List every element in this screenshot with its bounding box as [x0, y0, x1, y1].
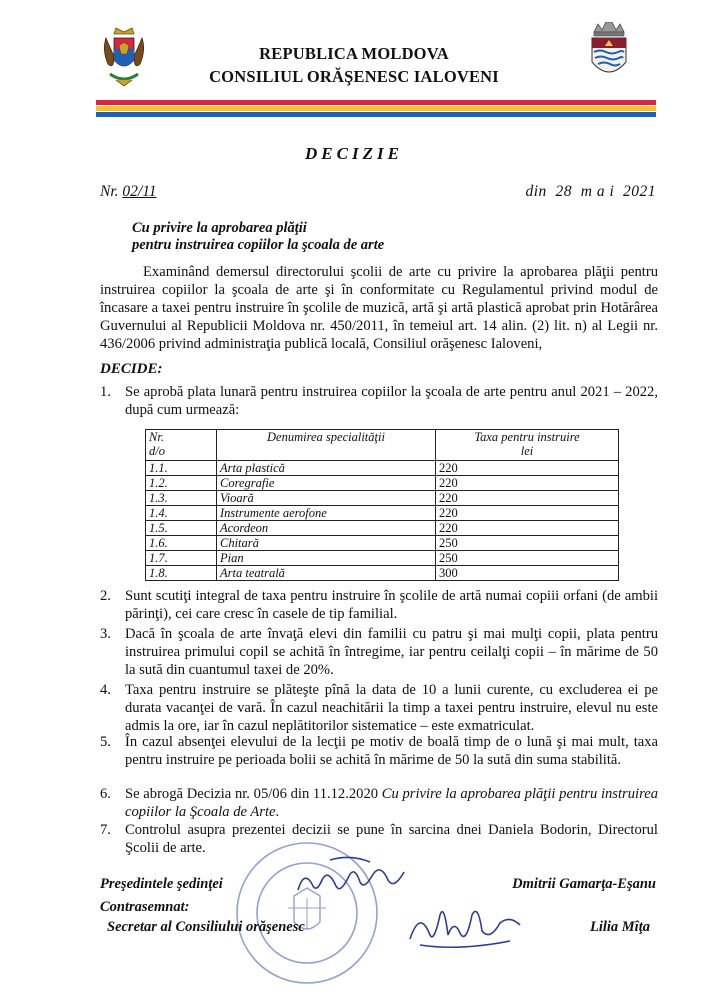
subject-line-1: Cu privire la aprobarea plăţii [132, 220, 307, 236]
chair-name: Dmitrii Gamarţa-Eşanu [512, 876, 656, 892]
row-specialty: Pian [217, 551, 436, 566]
table-row [146, 521, 619, 536]
table-row [146, 551, 619, 566]
item-text: Se aprobă plata lunară pentru instruirea copiilor la şcoala de arte pentru anul 2021 – 2022, după cum urmează: [125, 384, 658, 418]
decision-item-3 [100, 625, 658, 679]
header-nr-line1: Nr. [149, 430, 164, 444]
row-nr: 1.7. [146, 551, 217, 566]
nr-value: 02/11 [122, 183, 157, 200]
row-tax: 220 [436, 461, 619, 476]
tricolor-stripes [96, 100, 656, 116]
item-text: Controlul asupra prezentei decizii se pune în sarcina dnei Daniela Bodorin, Directorul Şcolii de arte. [125, 822, 658, 856]
item-text-plain: Se abrogă Decizia nr. 05/06 din 11.12.2020 [125, 786, 382, 802]
stripe-blue [96, 112, 656, 117]
item-number: 7. [100, 822, 111, 838]
fee-table [145, 429, 619, 581]
decision-item-1 [100, 383, 658, 419]
header-tax [436, 430, 619, 461]
item-number: 1. [100, 384, 111, 400]
fee-table-header [146, 430, 619, 461]
decision-item-2 [100, 587, 658, 623]
secretary-name: Lilia Mîţa [589, 919, 650, 935]
subject-line-2: pentru instruirea copiilor la şcoala de arte [132, 237, 385, 253]
item-text-end: . [275, 804, 280, 820]
header-tax-line2: lei [520, 444, 534, 458]
row-tax: 250 [436, 536, 619, 551]
row-tax: 220 [436, 476, 619, 491]
row-tax: 220 [436, 521, 619, 536]
secretary-handwritten-signature [400, 895, 530, 955]
row-specialty: Acordeon [217, 521, 436, 536]
subject [132, 220, 384, 254]
header-specialty: Denumirea specialităţii [217, 430, 436, 461]
item-text: În cazul absenţei elevului de la lecţii pe motiv de boală timp de o lună şi mai mult, taxa pentru instruire pe perioada bolii se achită în mărime de 50 la sută din suma stabilită. [125, 734, 658, 768]
item-number: 6. [100, 786, 111, 802]
table-row [146, 566, 619, 581]
table-row [146, 491, 619, 506]
row-specialty: Coregrafie [217, 476, 436, 491]
table-row [146, 461, 619, 476]
item-number: 4. [100, 682, 111, 698]
header-nr [146, 430, 217, 461]
row-nr: 1.6. [146, 536, 217, 551]
preamble-paragraph: Examinând demersul directorului şcolii de arte cu privire la aprobarea plăţii pentru instruirea copiilor la şcoala de arte şi în conformitate cu Regulamentul privind modul de încasare a taxei pentru instruire în şcolile de muzică, artă şi artă plastică aprobat prin Hotărârea Guvernului al Republicii Moldova nr. 450/2011, în temeiul art. 14 alin. (2) lit. n) al Legii nr. 436/2006 privind administraţia publică locală, Consiliul orăşenesc Ialoveni, [100, 264, 658, 352]
header-nr-line2: d/o [149, 444, 165, 458]
table-row [146, 476, 619, 491]
countersigned-label: Contrasemnat: [100, 899, 190, 915]
header-country: REPUBLICA MOLDOVA [259, 44, 449, 63]
item-text-italic: Cu privire la aprobarea plăţii pentru instruirea copiilor la Şcoala de Arte [125, 786, 658, 820]
item-text: Dacă în şcoala de arte învaţă elevi din familii cu patru şi mai mulţi copii, plata pentru instruirea primului copil se achită în întregime, iar pentru ceilalţi copii – în mărime de 50 la sută din cuantumul taxei de 20%. [125, 626, 658, 678]
secretary-label: Secretar al Consiliului orăşenesc [107, 919, 305, 935]
table-row [146, 536, 619, 551]
header-council: CONSILIUL ORĂŞENESC IALOVENI [209, 67, 499, 86]
row-specialty: Vioară [217, 491, 436, 506]
row-specialty: Instrumente aerofone [217, 506, 436, 521]
header-tax-line1: Taxa pentru instruire [474, 430, 580, 444]
row-tax: 220 [436, 491, 619, 506]
stripe-red [96, 100, 656, 105]
decision-number [100, 183, 157, 201]
decide-label: DECIDE: [100, 361, 163, 377]
table-row [146, 506, 619, 521]
row-nr: 1.1. [146, 461, 217, 476]
row-specialty: Arta plastică [217, 461, 436, 476]
row-nr: 1.2. [146, 476, 217, 491]
row-tax: 250 [436, 551, 619, 566]
row-nr: 1.8. [146, 566, 217, 581]
stripe-yellow [96, 106, 656, 111]
decision-item-4 [100, 681, 658, 735]
row-nr: 1.5. [146, 521, 217, 536]
row-specialty: Chitară [217, 536, 436, 551]
row-nr: 1.3. [146, 491, 217, 506]
item-text: Taxa pentru instruire se plăteşte pînă la data de 10 a lunii curente, cu excluderea ei pe durata vacanţei de vară. În cazul neachitării la timp a taxei pentru instruire, elevul nu este admis la ore, iar în cazul neplătitorilor sistematice – este exmatriculat. [125, 682, 658, 734]
item-text: Sunt scutiţi integral de taxa pentru instruire în şcolile de artă numai copiii orfani (de ambii părinţi), cei care cresc în casele de tip familial. [125, 588, 658, 622]
row-tax: 300 [436, 566, 619, 581]
row-tax: 220 [436, 506, 619, 521]
decision-item-5 [100, 733, 658, 769]
item-number: 3. [100, 626, 111, 642]
nr-prefix: Nr. [100, 183, 119, 200]
document-title: DECIZIE [305, 144, 403, 163]
row-specialty: Arta teatrală [217, 566, 436, 581]
row-nr: 1.4. [146, 506, 217, 521]
decision-date: din 28 m a i 2021 [525, 183, 656, 200]
item-text [125, 785, 658, 821]
decision-item-6 [100, 785, 658, 821]
item-number: 2. [100, 588, 111, 604]
item-number: 5. [100, 734, 111, 750]
chair-label: Preşedintele şedinţei [100, 876, 223, 892]
